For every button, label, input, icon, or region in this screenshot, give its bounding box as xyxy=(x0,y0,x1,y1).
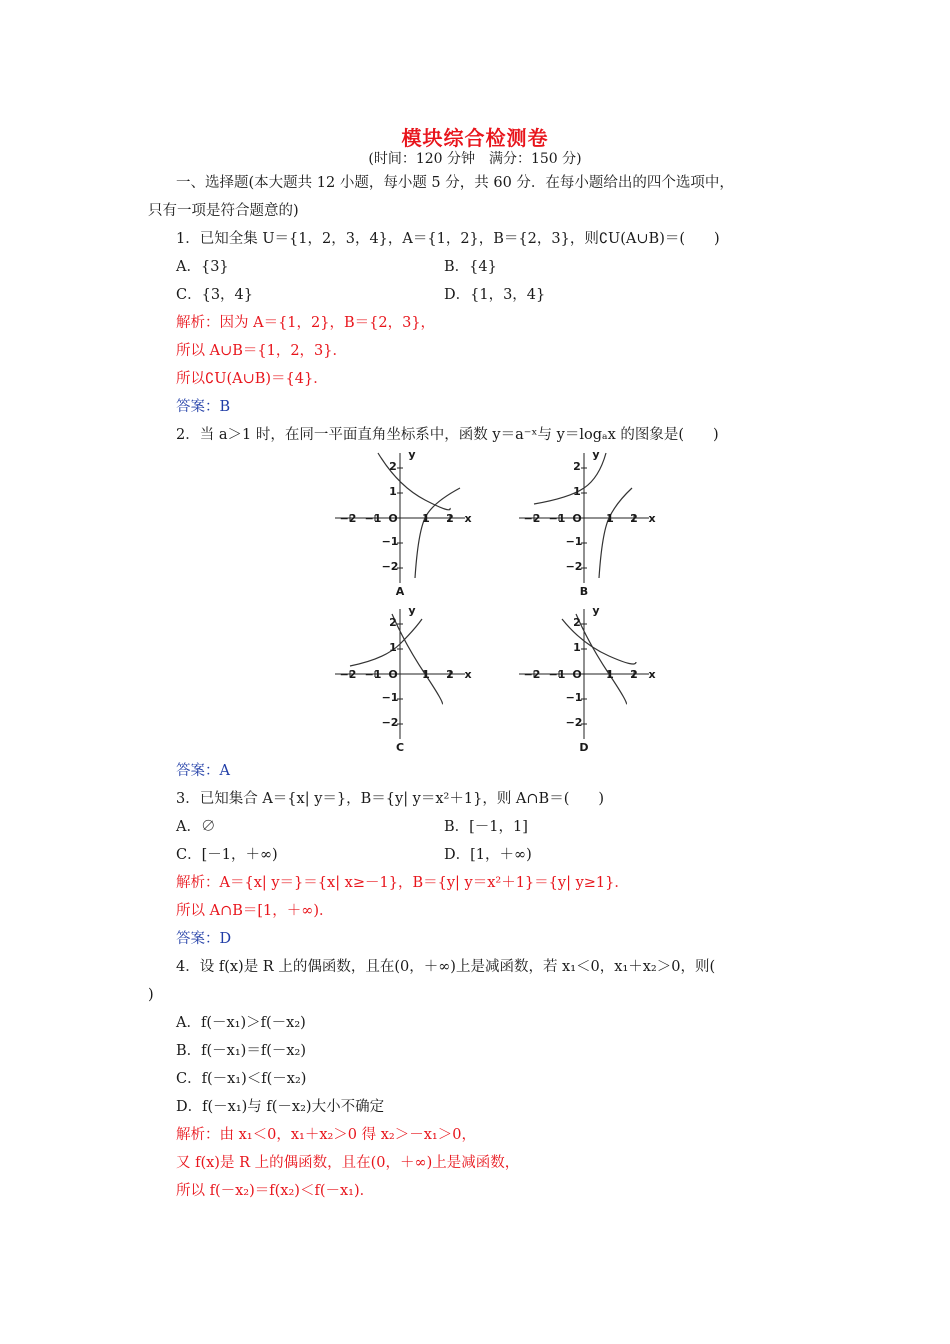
graph-c-label: C xyxy=(395,741,405,754)
graph-c-tick-y-m2: −2 xyxy=(381,716,399,729)
q1-analysis-1: 解析：因为 A＝{1，2}，B＝{2，3}， xyxy=(176,315,436,331)
q1-analysis-2: 所以 A∪B＝{1，2，3}． xyxy=(176,343,348,359)
graph-a-tick-y-1: 1 xyxy=(389,485,397,498)
graph-b-tick-y-1: 1 xyxy=(573,485,581,498)
q1-option-b: B．{4} xyxy=(444,259,497,275)
q2-answer: 答案：A xyxy=(176,763,230,779)
graph-b-tick-x-m1: −1 xyxy=(548,512,566,525)
graph-c-tick-x-m1: −1 xyxy=(364,668,382,681)
graph-b-tick-x-1: 1 xyxy=(606,512,614,525)
graph-b-tick-y-m2: −2 xyxy=(565,560,583,573)
q4-stem-2: ) xyxy=(148,987,154,1003)
graph-c-tick-x-m2: −2 xyxy=(339,668,357,681)
graph-d-tick-y-m2: −2 xyxy=(565,716,583,729)
q3-option-a: A．∅ xyxy=(176,819,216,835)
graph-b-axis-y: y xyxy=(592,448,600,461)
graph-a-label: A xyxy=(395,585,405,598)
graph-d-tick-y-2: 2 xyxy=(573,616,581,629)
graph-b-tick-x-2: 2 xyxy=(630,512,638,525)
graph-b-tick-x-m2: −2 xyxy=(523,512,541,525)
graph-a-tick-y-m2: −2 xyxy=(381,560,399,573)
graph-d-axis-x: x xyxy=(648,668,656,681)
graph-d-axis-y: y xyxy=(592,604,600,617)
q1-option-a: A．{3} xyxy=(176,259,229,275)
q1-answer: 答案：B xyxy=(176,399,231,415)
graph-c-tick-x-1: 1 xyxy=(422,668,430,681)
graph-d-tick-y-1: 1 xyxy=(573,641,581,654)
graph-a-axis-y: y xyxy=(408,448,416,461)
graph-c-tick-x-2: 2 xyxy=(446,668,454,681)
graph-d-tick-x-m1: −1 xyxy=(548,668,566,681)
q4-stem-1: 4．设 f(x)是 R 上的偶函数，且在(0，＋∞)上是减函数，若 x₁＜0，x₁＋x₂＞0，则( xyxy=(176,959,716,975)
graph-a-axis-x: x xyxy=(464,512,472,525)
q1-analysis-3: 所以∁U(A∪B)＝{4}． xyxy=(176,371,328,387)
q4-option-b: B．f(－x₁)＝f(－x₂) xyxy=(176,1043,306,1059)
graph-d-tick-x-1: 1 xyxy=(606,668,614,681)
q3-option-c: C．[－1，＋∞) xyxy=(176,847,278,863)
graph-c-axis-x: x xyxy=(464,668,472,681)
q1-option-c: C．{3，4} xyxy=(176,287,253,303)
graph-c-axis-y: y xyxy=(408,604,416,617)
graph-d-tick-y-m1: −1 xyxy=(565,691,583,704)
graph-c-origin: O xyxy=(388,668,398,681)
graph-d-tick-x-m2: −2 xyxy=(523,668,541,681)
q3-analysis-1: 解析：A＝{x| y＝}＝{x| x≥－1}，B＝{y| y＝x²＋1}＝{y| y≥1}． xyxy=(176,875,629,891)
q4-option-d: D．f(－x₁)与 f(－x₂)大小不确定 xyxy=(176,1099,385,1115)
q4-option-a: A．f(－x₁)＞f(－x₂) xyxy=(176,1015,306,1031)
graph-a-tick-x-m2: −2 xyxy=(339,512,357,525)
graph-a-tick-y-2: 2 xyxy=(389,460,397,473)
graph-d-origin: O xyxy=(572,668,582,681)
graph-a-tick-y-m1: −1 xyxy=(381,535,399,548)
page-subtitle: (时间：120 分钟 满分：150 分) xyxy=(368,151,582,167)
section-heading-line-1: 一、选择题(本大题共 12 小题，每小题 5 分，共 60 分．在每小题给出的四个选项中， xyxy=(176,175,734,191)
q4-analysis-2: 又 f(x)是 R 上的偶函数，且在(0，＋∞)上是减函数， xyxy=(176,1155,520,1171)
graph-a-tick-x-m1: −1 xyxy=(364,512,382,525)
q3-stem: 3．已知集合 A＝{x| y＝}，B＝{y| y＝x²＋1}，则 A∩B＝( ) xyxy=(176,791,605,807)
graph-c-tick-y-m1: −1 xyxy=(381,691,399,704)
graph-c-tick-y-2: 2 xyxy=(389,616,397,629)
q1-option-d: D．{1，3，4} xyxy=(444,287,546,303)
q3-option-d: D．[1，＋∞) xyxy=(444,847,532,863)
q1-stem: 1．已知全集 U＝{1，2，3，4}，A＝{1，2}，B＝{2，3}，则∁U(A∪B)＝( ) xyxy=(176,231,720,247)
section-heading-line-2: 只有一项是符合题意的) xyxy=(148,203,299,219)
graph-a-log-curve xyxy=(415,488,460,578)
graph-d-tick-x-2: 2 xyxy=(630,668,638,681)
graph-a-tick-x-1: 1 xyxy=(422,512,430,525)
q4-analysis-3: 所以 f(－x₂)＝f(x₂)＜f(－x₁)． xyxy=(176,1183,375,1199)
page-title: 模块综合检测卷 xyxy=(401,126,549,150)
graph-c-tick-y-1: 1 xyxy=(389,641,397,654)
graph-b-log-curve xyxy=(599,488,632,578)
q2-stem: 2．当 a＞1 时，在同一平面直角坐标系中，函数 y＝a⁻ˣ与 y＝logₐx 的图象是( ) xyxy=(176,427,719,443)
q4-option-c: C．f(－x₁)＜f(－x₂) xyxy=(176,1071,307,1087)
q3-option-b: B．[－1，1] xyxy=(444,819,528,835)
q4-analysis-1: 解析：由 x₁＜0，x₁＋x₂＞0 得 x₂＞－x₁＞0， xyxy=(176,1127,476,1143)
graph-b-tick-y-2: 2 xyxy=(573,460,581,473)
graph-b-tick-y-m1: −1 xyxy=(565,535,583,548)
graph-b-origin: O xyxy=(572,512,582,525)
q3-analysis-2: 所以 A∩B＝[1，＋∞)． xyxy=(176,903,334,919)
graph-a-origin: O xyxy=(388,512,398,525)
q3-answer: 答案：D xyxy=(176,931,232,947)
graph-d-label: D xyxy=(579,741,589,754)
graph-b-label: B xyxy=(579,585,589,598)
graph-a-tick-x-2: 2 xyxy=(446,512,454,525)
graph-b-axis-x: x xyxy=(648,512,656,525)
